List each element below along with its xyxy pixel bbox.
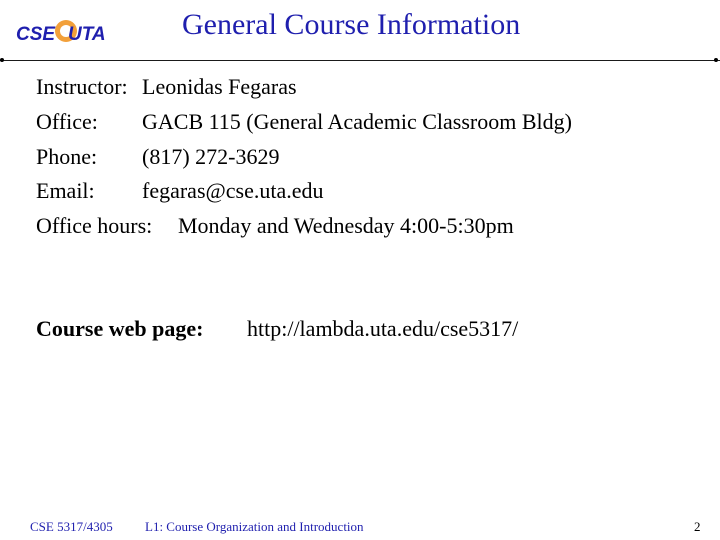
office-hours-row xyxy=(36,213,514,239)
phone-row xyxy=(36,144,280,170)
email-label: Email: xyxy=(36,178,95,203)
course-web-page-row xyxy=(36,316,519,342)
rule-left-dot xyxy=(0,58,4,62)
course-web-page-link[interactable]: http://lambda.uta.edu/cse5317/ xyxy=(247,316,519,341)
instructor-value: Leonidas Fegaras xyxy=(142,74,297,99)
logo-text-uta: UTA xyxy=(68,24,106,45)
office-label: Office: xyxy=(36,109,98,134)
office-hours-value: Monday and Wednesday 4:00-5:30pm xyxy=(178,213,514,238)
footer-course: CSE 5317/4305 xyxy=(30,519,113,534)
cse-uta-logo xyxy=(14,14,120,48)
instructor-label: Instructor: xyxy=(36,74,128,99)
rule-right-dot xyxy=(714,58,718,62)
office-hours-label: Office hours: xyxy=(36,213,153,238)
office-row xyxy=(36,109,572,135)
instructor-row xyxy=(36,74,297,100)
course-web-page-label: Course web page: xyxy=(36,316,204,341)
phone-value: (817) 272-3629 xyxy=(142,144,280,169)
email-row xyxy=(36,178,324,204)
header-rule xyxy=(0,60,720,61)
page-title: General Course Information xyxy=(182,8,521,41)
footer-page-number: 2 xyxy=(694,519,701,534)
footer-lecture-title: L1: Course Organization and Introduction xyxy=(145,519,364,534)
email-value: fegaras@cse.uta.edu xyxy=(142,178,324,203)
office-value: GACB 115 (General Academic Classroom Bldg) xyxy=(142,109,572,134)
logo-text-cse: CSE xyxy=(16,24,56,45)
phone-label: Phone: xyxy=(36,144,98,169)
